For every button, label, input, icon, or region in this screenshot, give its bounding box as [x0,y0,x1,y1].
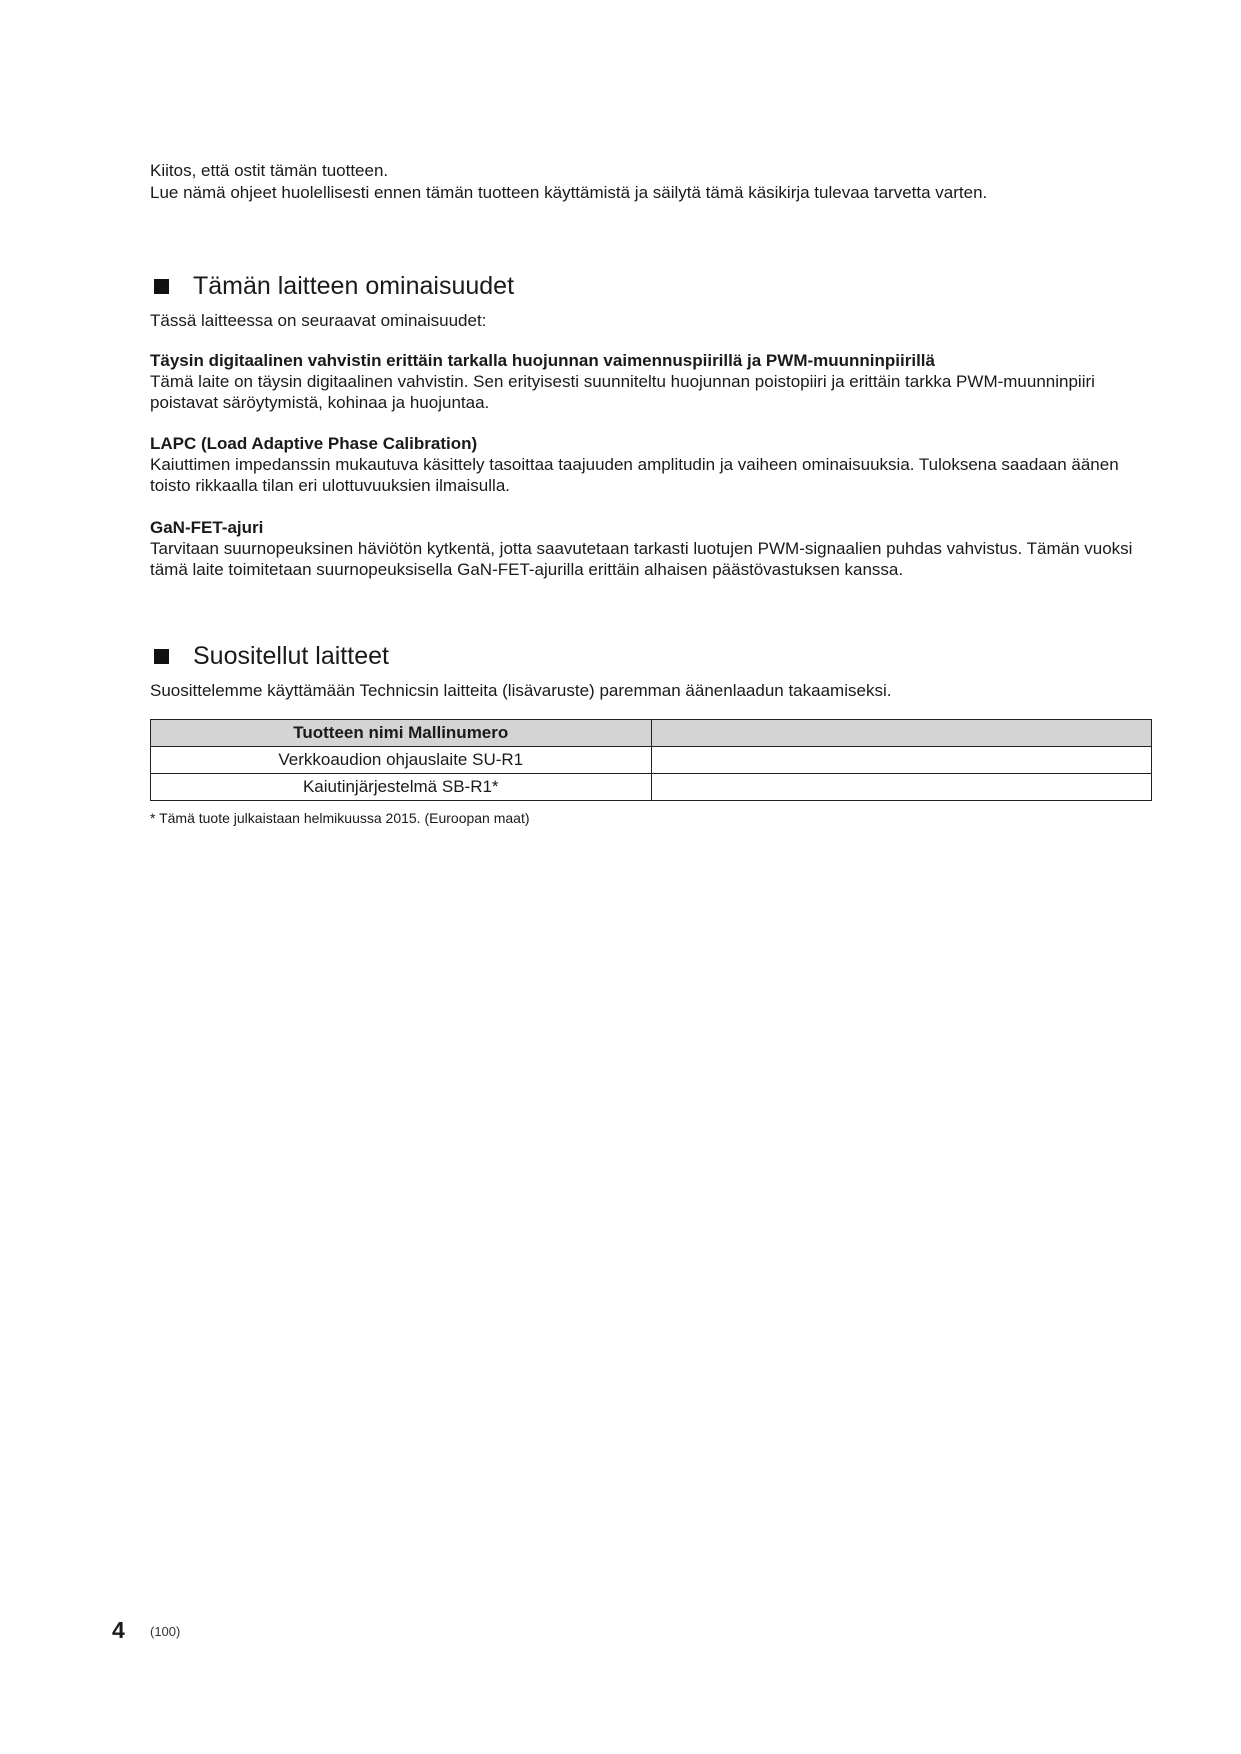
feature-item [150,350,1150,413]
feature-text: Tarvitaan suurnopeuksinen häviötön kytkentä, jotta saavutetaan tarkasti luotujen PWM-signaalien puhdas vahvistus. Tämän vuoksi tämä laite toimitetaan suurnopeuksisella GaN-FET-ajurilla erittäin alhaisen päästövastuksen kanssa. [150,539,1133,579]
page-number: 4 [112,1617,125,1643]
table-cell: Kaiutinjärjestelmä SB-R1* [151,774,652,801]
recommended-models-table [150,719,1152,801]
intro-line-1: Kiitos, että ostit tämän tuotteen. [150,161,389,180]
feature-title: Täysin digitaalinen vahvistin erittäin tarkalla huojunnan vaimennuspiirillä ja PWM-muunninpiirillä [150,351,935,370]
intro-text [150,160,987,204]
recommended-intro: Suosittelemme käyttämään Technicsin laitteita (lisävaruste) paremman äänenlaadun takaamiseksi. [150,681,892,700]
feature-title: LAPC (Load Adaptive Phase Calibration) [150,434,478,453]
table-header-cell: Tuotteen nimi Mallinumero [151,720,652,747]
feature-text: Tämä laite on täysin digitaalinen vahvistin. Sen erityisesti suunniteltu huojunnan poistopiiri ja erittäin tarkka PWM-muunninpiiri poistavat säröytymistä, kohinaa ja huojuntaa. [150,372,1095,412]
feature-item [150,433,1150,496]
feature-title: GaN-FET-ajuri [150,518,264,537]
table-cell: Verkkoaudion ohjauslaite SU-R1 [151,747,652,774]
square-bullet-icon [154,649,169,664]
table-row [151,774,1152,801]
intro-line-2: Lue nämä ohjeet huolellisesti ennen tämän tuotteen käyttämistä ja säilytä tämä käsikirja tulevaa tarvetta varten. [150,183,988,202]
table-header-row [151,720,1152,747]
recommended-heading-text: Suositellut laitteet [193,642,389,670]
table-row [151,747,1152,774]
feature-text: Kaiuttimen impedanssin mukautuva käsittely tasoittaa taajuuden amplitudin ja vaiheen ominaisuuksia. Tuloksena saadaan äänen toisto rikkaalla tilan eri ulottuvuuksien ilmaisulla. [150,455,1119,495]
features-heading [150,272,514,301]
features-intro: Tässä laitteessa on seuraavat ominaisuudet: [150,311,487,330]
feature-item [150,517,1150,580]
square-bullet-icon [154,279,169,294]
table-header-cell [651,720,1152,747]
recommended-heading [150,642,389,671]
table-cell [651,747,1152,774]
table-footnote: * Tämä tuote julkaistaan helmikuussa 2015. (Euroopan maat) [150,810,530,826]
page-reference: (100) [150,1624,181,1639]
features-heading-text: Tämän laitteen ominaisuudet [193,272,515,300]
table-cell [651,774,1152,801]
